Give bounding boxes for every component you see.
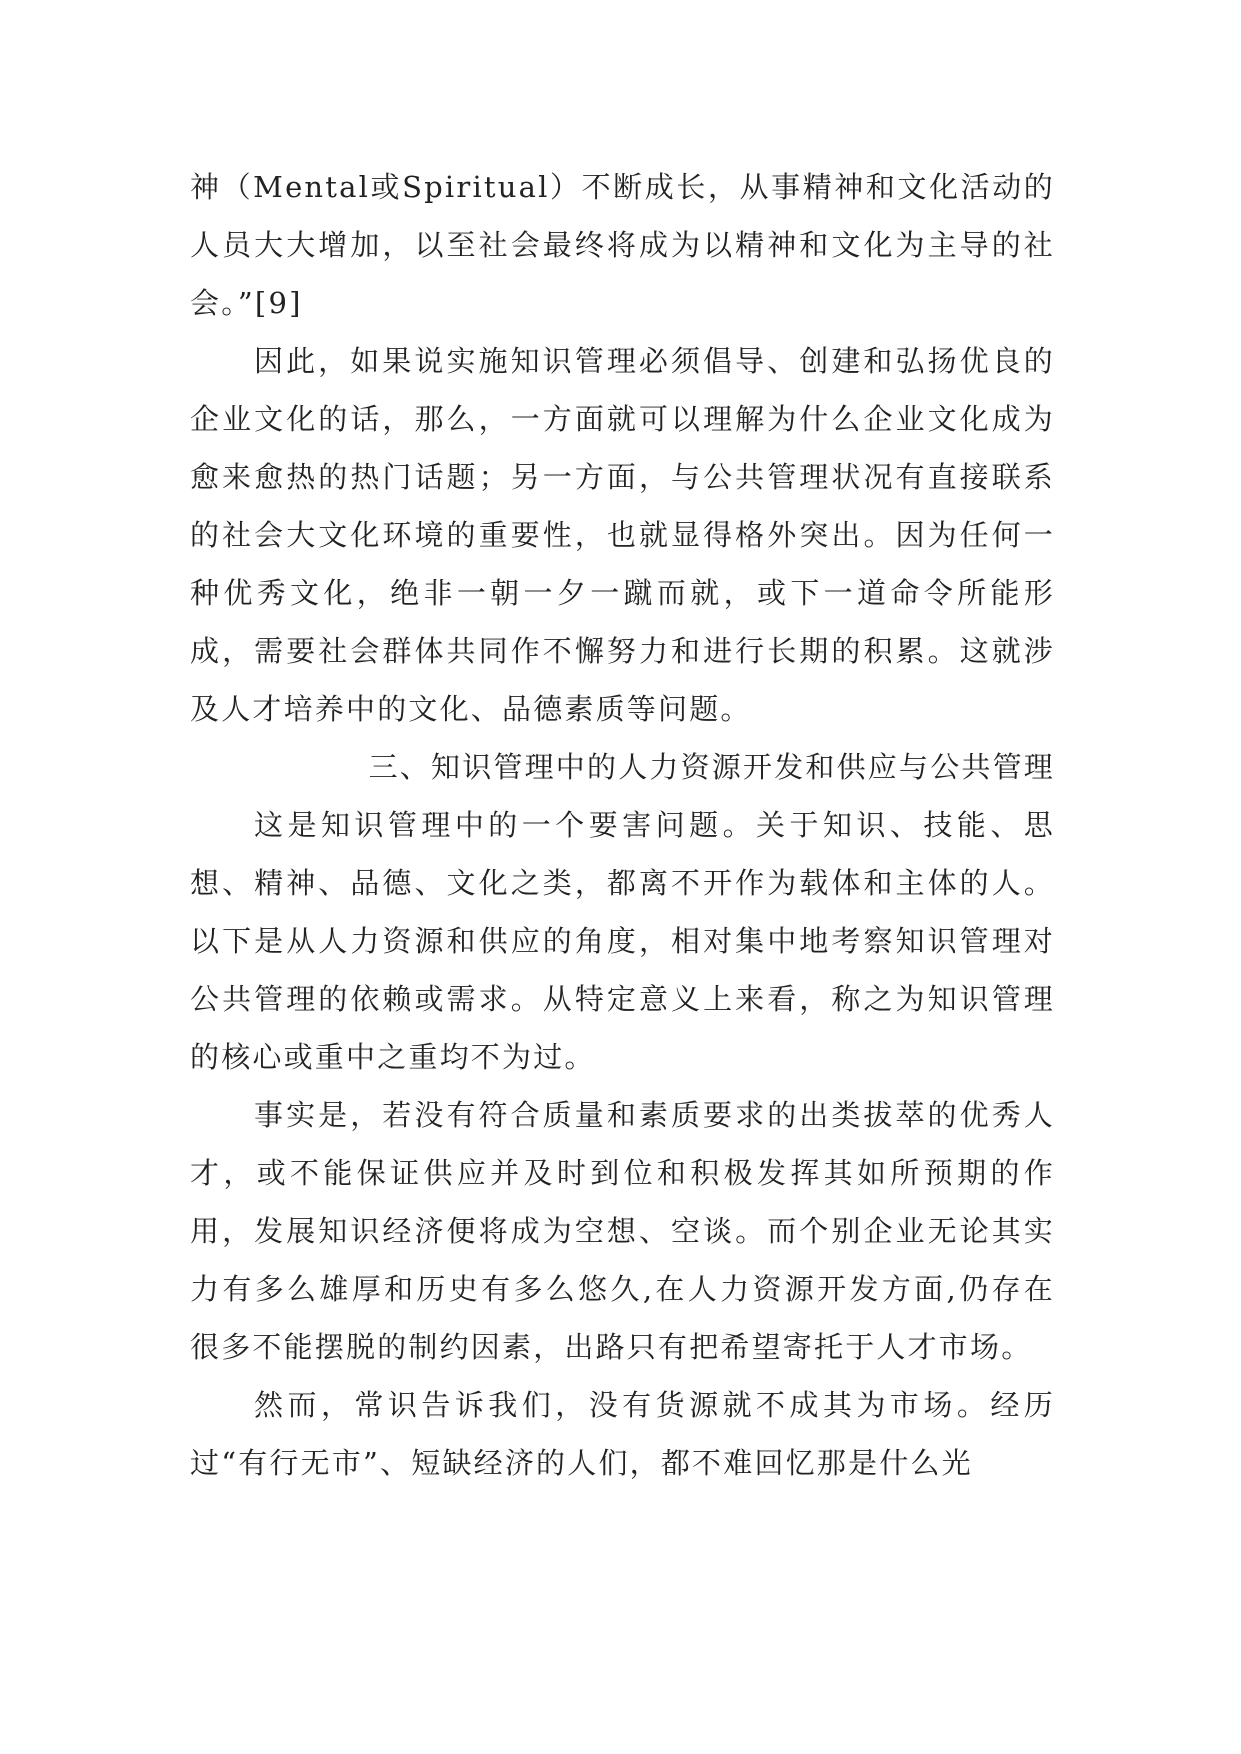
paragraph-continued: 神（Mental或Spiritual）不断成长，从事精神和文化活动的人员大大增加，以至社会最终将成为以精神和文化为主导的社会。”[9] (190, 170, 1055, 320)
paragraph-talent-market: 事实是，若没有符合质量和素质要求的出类拔萃的优秀人才，或不能保证供应并及时到位和积极发挥其如所预期的作用，发展知识经济便将成为空想、空谈。而个别企业无论其实力有多么雄厚和历史有多么悠久,在人力资源开发方面,仍存在很多不能摆脱的制约因素，出路只有把希望寄托于人才市场。 (190, 1098, 1055, 1364)
document-body (190, 158, 1055, 1492)
paragraph-key-issue: 这是知识管理中的一个要害问题。关于知识、技能、思想、精神、品德、文化之类，都离不开作为载体和主体的人。以下是从人力资源和供应的角度，相对集中地考察知识管理对公共管理的依赖或需求。从特定意义上来看，称之为知识管理的核心或重中之重均不为过。 (190, 808, 1055, 1074)
paragraph-enterprise-culture: 因此，如果说实施知识管理必须倡导、创建和弘扬优良的企业文化的话，那么，一方面就可以理解为什么企业文化成为愈来愈热的热门话题；另一方面，与公共管理状况有直接联系的社会大文化环境的重要性，也就显得格外突出。因为任何一种优秀文化，绝非一朝一夕一蹴而就，或下一道命令所能形成，需要社会群体共同作不懈努力和进行长期的积累。这就涉及人才培养中的文化、品德素质等问题。 (190, 344, 1055, 726)
paragraph-supply: 然而，常识告诉我们，没有货源就不成其为市场。经历过“有行无市”、短缺经济的人们，都不难回忆那是什么光 (190, 1388, 1055, 1480)
section-heading: 三、知识管理中的人力资源开发和供应与公共管理 (368, 750, 1055, 784)
